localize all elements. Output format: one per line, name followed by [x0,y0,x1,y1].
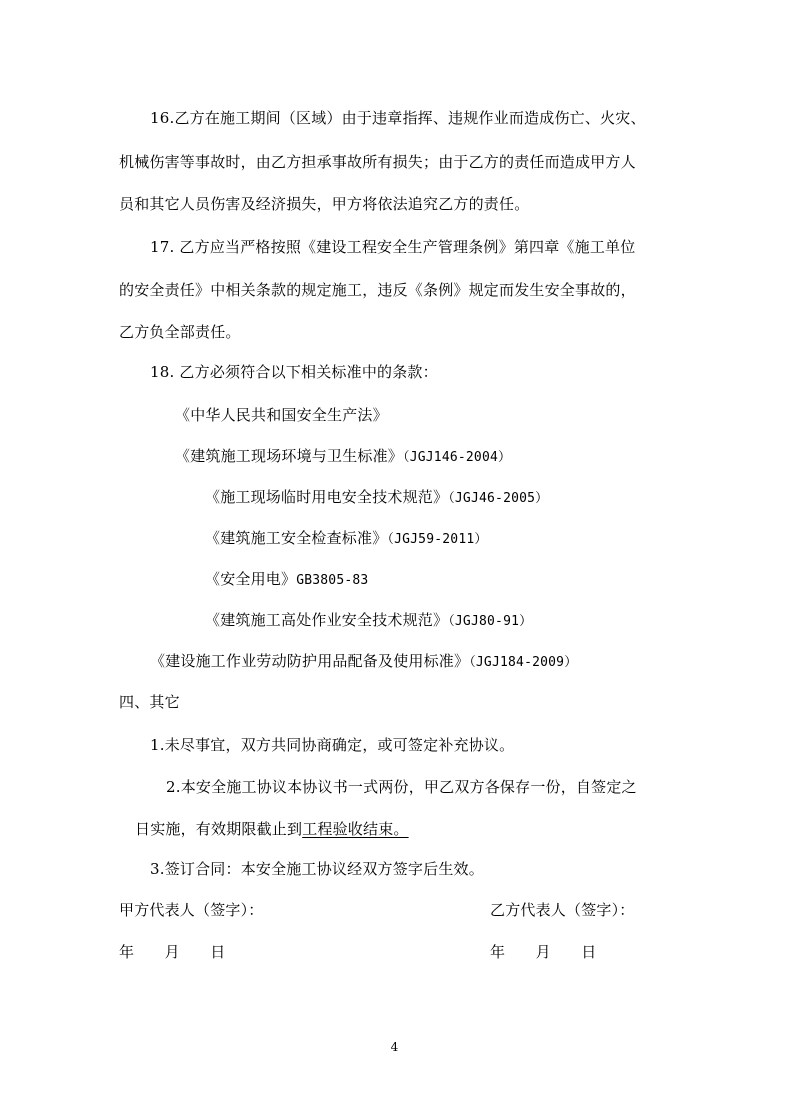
clause-16-line-1: 16.乙方在施工期间（区域）由于违章指挥、违规作业而造成伤亡、火灾、 [150,109,646,127]
party-a-signature-label: 甲方代表人（签字）： [119,901,264,919]
standard-code: （JGJ146-2004） [403,450,512,465]
standard-item [175,405,388,427]
standard-name: 《安全用电》 [205,570,297,588]
item-2-underlined-text: 工程验收结束。 [302,820,409,838]
clause-17-line-1: 17. 乙方应当严格按照《建设工程安全生产管理条例》第四章《施工单位 [150,238,636,256]
clause-18-intro: 18. 乙方必须符合以下相关标准中的条款： [150,363,438,381]
standard-item [205,528,488,550]
standard-code: （JGJ80-91） [448,614,533,629]
standard-name: 《建筑施工现场环境与卫生标准》 [175,447,404,465]
standard-item [205,610,532,632]
standard-name: 《施工现场临时用电安全技术规范》 [205,488,449,506]
section-heading: 四、其它 [119,693,180,711]
standard-item [150,651,577,673]
standard-code: （JGJ59-2011） [387,532,488,547]
page-number: 4 [390,1040,399,1054]
standard-name: 《建筑施工高处作业安全技术规范》 [205,611,449,629]
section4-item-3: 3.签订合同：本安全施工协议经双方签字后生效。 [150,860,484,878]
clause-16-line-3: 员和其它人员伤害及经济损失，甲方将依法追究乙方的责任。 [119,195,530,213]
party-b-signature-label: 乙方代表人（签字）： [490,901,635,919]
standard-item [205,487,548,509]
party-a-date: 年 月 日 [119,943,226,961]
standard-name: 《建设施工作业劳动防护用品配备及使用标准》 [150,652,470,670]
standard-code: （JGJ184-2009） [469,655,578,670]
section4-item-2-line-1: 2.本安全施工协议本协议书一式两份，甲乙双方各保存一份，自签定之 [166,778,637,796]
standard-item [205,569,368,591]
party-b-date: 年 月 日 [490,943,597,961]
standard-code: GB3805-83 [296,573,369,588]
standard-item [175,446,511,468]
clause-16-line-2: 机械伤害等事故时，由乙方担承事故所有损失；由于乙方的责任而造成甲方人 [119,153,636,171]
clause-17-line-3: 乙方负全部责任。 [119,323,241,341]
section4-item-2-line-2 [135,819,409,839]
item-2-text: 日实施，有效期限截止到 [135,820,303,838]
standard-name: 《建筑施工安全检查标准》 [205,529,388,547]
standard-name: 《中华人民共和国安全生产法》 [175,406,388,424]
section4-item-1: 1.未尽事宜，双方共同协商确定，或可签定补充协议。 [150,736,515,754]
clause-17-line-2: 的安全责任》中相关条款的规定施工，违反《条例》规定而发生安全事故的， [119,281,636,299]
standard-code: （JGJ46-2005） [448,491,549,506]
